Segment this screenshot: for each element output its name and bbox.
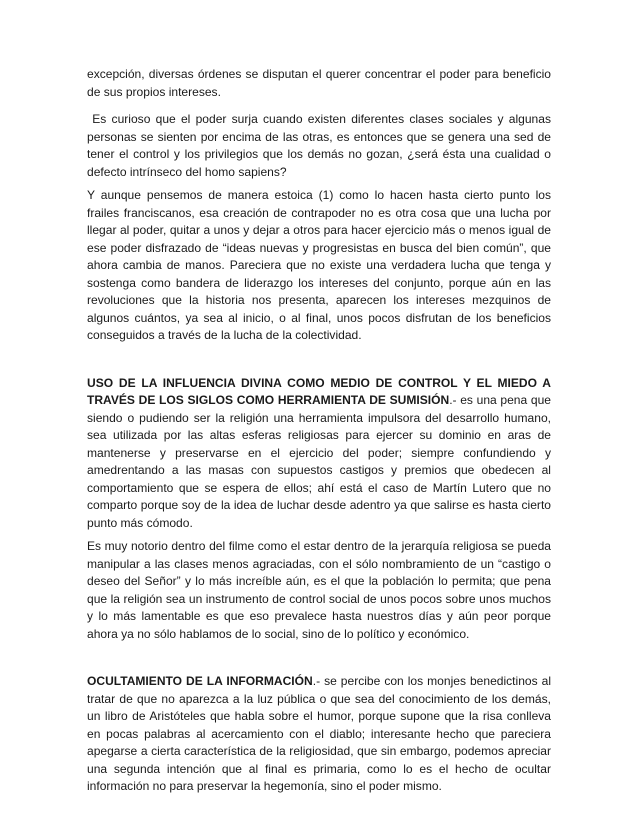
- paragraph-5: Es muy notorio dentro del filme como el estar dentro de la jerarquía religiosa se pueda manipular a las clases menos agraciadas, con el sólo nombramiento de un “castigo o deseo del Señor” y lo más increíble aún, es el que la población lo permita; que pena que la religión sea un instrumento de control social de unos pocos sobre unos muchos y lo más lamentable es que eso prevalece hasta nuestros días y aún peor porque ahora ya no sólo hablamos de lo social, sino de lo político y económico.: [87, 539, 551, 641]
- paragraph-2: [87, 111, 551, 181]
- paragraph-4-text: .- es una pena que siendo o pudiendo ser la religión una herramienta impulsora del desarrollo humano, sea utilizada por las altas esferas religiosas para ejercer su dominio en aras de mantenerse y preservarse en el ejercicio del poder; siempre confundiendo y amedrentando a las masas con supuestos castigos y premios que obedecen al comportamiento que se espera de ellos; ahí está el caso de Martín Lutero que no comparto porque soy de la idea de luchar desde adentro ya que salirse es hasta cierto punto más cómodo.: [87, 393, 551, 530]
- section-heading-information-hiding: OCULTAMIENTO DE LA INFORMACIÓN: [87, 674, 313, 688]
- paragraph-6: [87, 673, 551, 796]
- paragraph-6-text: .- se percibe con los monjes benedictinos al tratar de que no aparezca a la luz pública o que sea del conocimiento de los demás, un libro de Aristóteles que habla sobre el humor, porque supone que la risa conlleva en pocas palabras al acercamiento con el diablo; interesante hecho que pareciera apegarse a cierta característica de la religiosidad, que sin embargo, podemos apreciar una segunda intención que al final es primaria, como lo es el hecho de ocultar información no para preservar la hegemonía, sino el poder mismo.: [87, 674, 552, 793]
- paragraph-2-text: Es curioso que el poder surja cuando existen diferentes clases sociales y algunas personas se sienten por encima de las otras, es entonces que se genera una sed de tener el control y los privilegios que los demás no gozan, ¿será ésta una cualidad o defecto intrínseco del homo sapiens?: [87, 112, 551, 179]
- paragraph-4: [87, 375, 551, 533]
- paragraph-1: excepción, diversas órdenes se disputan el querer concentrar el poder para beneficio de sus propios intereses.: [87, 67, 551, 99]
- paragraph-3: Y aunque pensemos de manera estoica (1) como lo hacen hasta cierto punto los frailes franciscanos, esa creación de contrapoder no es otra cosa que una lucha por llegar al poder, quitar a unos y dejar a otros para hacer ejercicio más o menos igual de ese poder disfrazado de “ideas nuevas y progresistas en busca del bien común”, que ahora cambia de manos. Pareciera que no existe una verdadera lucha que tenga y sostenga como bandera de liderazgo los intereses del conjunto, porque aún en las revoluciones que la historia nos presenta, aparecen los intereses mezquinos de algunos cuántos, ya sea al inicio, o al final, unos pocos disfrutan de los beneficios conseguidos a través de la lucha de la colectividad.: [87, 188, 551, 342]
- section-heading-divine-influence: USO DE LA INFLUENCIA DIVINA COMO MEDIO DE CONTROL Y EL MIEDO A TRAVÉS DE LOS SIGLOS COMO HERRAMIENTA DE SUMISIÓN: [87, 375, 551, 407]
